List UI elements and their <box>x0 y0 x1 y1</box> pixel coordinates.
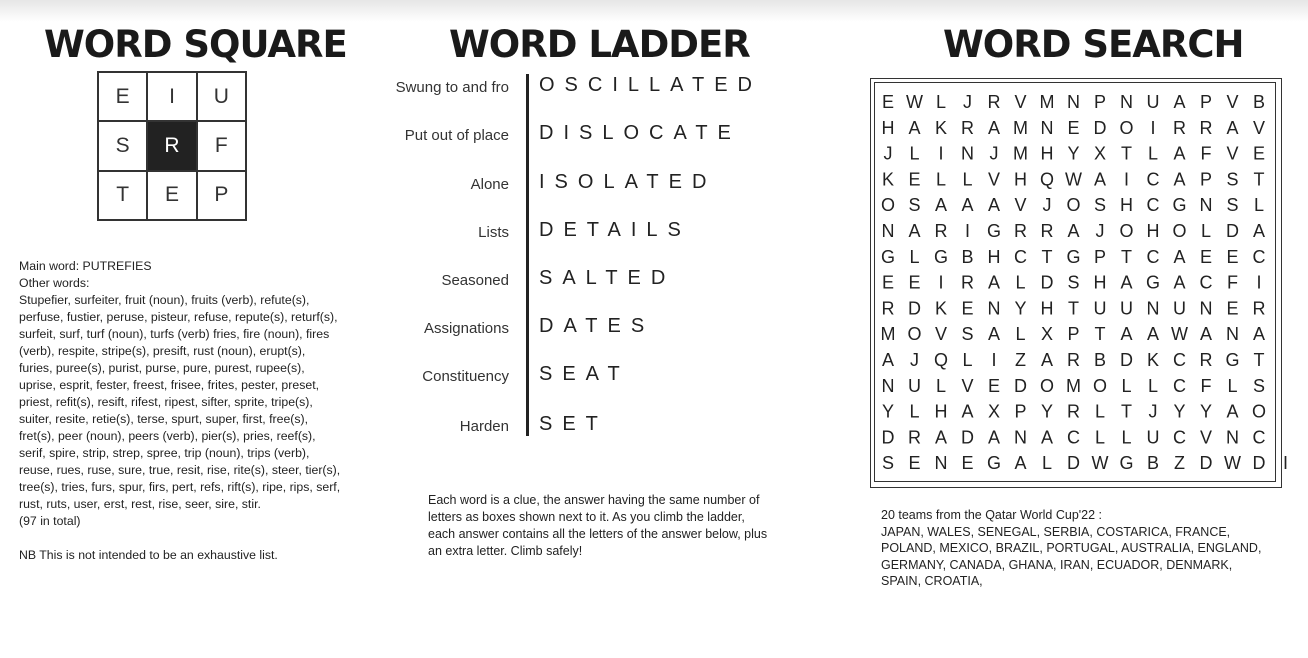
search-letter: P <box>1093 92 1107 112</box>
search-letter: V <box>1014 92 1027 112</box>
search-letter: R <box>961 272 974 293</box>
search-letter: H <box>1014 169 1027 190</box>
search-letter: S <box>1067 272 1080 293</box>
search-letter: J <box>963 92 972 112</box>
search-letter: D <box>1014 375 1027 396</box>
search-letter: D <box>1120 350 1133 370</box>
search-letter: F <box>1200 143 1212 164</box>
search-letter: N <box>1199 195 1213 216</box>
search-letter: L <box>909 143 920 164</box>
search-letter: J <box>1095 221 1105 241</box>
ladder-clue: Alone <box>470 176 509 193</box>
search-letter: N <box>1199 298 1213 319</box>
search-letter: R <box>987 92 1001 112</box>
search-letter: C <box>1146 195 1160 216</box>
search-letter: E <box>1067 117 1080 138</box>
search-letter: C <box>1146 169 1160 190</box>
square-cell: E <box>147 171 196 220</box>
search-letter: B <box>961 246 974 267</box>
search-letter: H <box>1040 298 1054 319</box>
search-letter: L <box>935 92 947 112</box>
ladder-answer: DATES <box>539 315 655 337</box>
search-letter: D <box>961 427 974 448</box>
search-letter: O <box>1251 401 1267 422</box>
search-letter: Y <box>1173 401 1186 422</box>
search-letter: H <box>1093 272 1107 293</box>
search-letter: K <box>934 298 948 319</box>
search-letter: O <box>907 324 922 345</box>
search-letter: R <box>1252 298 1266 319</box>
word-square-note: NB This is not intended to be an exhaustive list. <box>19 548 278 562</box>
other-words-label: Other words: <box>19 276 90 290</box>
search-letter: X <box>1040 324 1054 345</box>
search-letter: L <box>1147 143 1159 164</box>
square-cell: P <box>197 171 246 220</box>
search-letter: A <box>1173 272 1186 293</box>
search-letter: R <box>1014 221 1027 241</box>
search-letter: P <box>1014 401 1027 422</box>
search-letter: C <box>1173 350 1186 370</box>
search-letter: Y <box>1040 401 1054 422</box>
search-letter: L <box>909 401 920 422</box>
search-letter: Q <box>933 350 949 370</box>
search-letter: D <box>1040 272 1054 293</box>
search-letter: C <box>1067 427 1080 448</box>
search-letter: N <box>881 375 895 396</box>
search-letter: G <box>1145 272 1161 293</box>
search-letter: V <box>934 324 948 345</box>
search-letter: E <box>1199 246 1213 267</box>
search-letter: Y <box>881 401 895 422</box>
search-letter: A <box>934 195 948 216</box>
search-letter: A <box>1173 143 1186 164</box>
ladder-clue: Constituency <box>422 368 509 385</box>
ladder-answer: DETAILS <box>539 219 691 241</box>
search-letter: L <box>935 169 947 190</box>
search-letter: F <box>1200 375 1212 396</box>
search-letter: O <box>1119 117 1134 138</box>
search-letter: L <box>1253 195 1265 216</box>
search-letter: G <box>933 246 949 267</box>
search-letter: A <box>1173 169 1186 190</box>
search-letter: C <box>1252 246 1266 267</box>
word-search-letters <box>875 83 1289 483</box>
word-ladder-title: WORD LADDER <box>449 23 750 66</box>
search-letter: V <box>1226 92 1239 112</box>
search-letter: A <box>908 221 921 241</box>
search-letter: R <box>1199 117 1213 138</box>
search-letter: B <box>1252 92 1266 112</box>
ladder-answer: OSCILLATED <box>539 74 762 96</box>
search-letter: I <box>991 350 997 370</box>
search-letter: L <box>935 375 947 396</box>
search-letter: R <box>934 221 948 241</box>
square-cell: I <box>147 72 196 121</box>
search-letter: I <box>1256 272 1262 293</box>
search-letter: A <box>987 117 1001 138</box>
search-letter: K <box>934 117 948 138</box>
search-letter: S <box>908 195 921 216</box>
search-letter: A <box>1120 272 1133 293</box>
search-letter: A <box>1093 169 1107 190</box>
search-letter: D <box>1067 453 1080 474</box>
word-search-frame <box>870 78 1289 488</box>
search-letter: I <box>1150 117 1156 138</box>
word-square-title: WORD SQUARE <box>44 23 347 66</box>
search-letter: S <box>1093 195 1107 216</box>
search-letter: Y <box>1067 143 1080 164</box>
word-square-grid <box>97 71 247 221</box>
word-search-title: WORD SEARCH <box>943 23 1244 66</box>
search-letter: N <box>1067 92 1080 112</box>
search-letter: J <box>1042 195 1052 216</box>
search-letter: G <box>986 221 1002 241</box>
search-letter: R <box>1040 221 1054 241</box>
search-letter: H <box>881 117 895 138</box>
search-letter: Q <box>1039 169 1055 190</box>
search-letter: L <box>1015 272 1026 293</box>
search-letter: L <box>1094 401 1106 422</box>
search-letter: A <box>1252 221 1266 241</box>
search-letter: Y <box>1014 298 1027 319</box>
search-letter: I <box>1123 169 1130 190</box>
search-letter: M <box>1013 143 1028 164</box>
search-letter: T <box>1253 169 1265 190</box>
search-letter: H <box>934 401 948 422</box>
search-letter: P <box>1199 169 1213 190</box>
search-letter: S <box>1226 169 1239 190</box>
search-letter: F <box>1227 272 1238 293</box>
search-letter: A <box>1226 117 1239 138</box>
search-letter: E <box>908 272 921 293</box>
search-letter: O <box>1092 375 1108 396</box>
search-letter: X <box>1093 143 1107 164</box>
search-letter: A <box>1040 350 1054 370</box>
search-letter: S <box>881 453 895 474</box>
search-letter: H <box>1040 143 1054 164</box>
search-letter: B <box>1093 350 1107 370</box>
search-letter: B <box>1146 453 1160 474</box>
search-letter: L <box>1147 375 1159 396</box>
search-letter: L <box>1200 221 1212 241</box>
word-search-caption: 20 teams from the Qatar World Cup'22 : <box>881 508 1103 522</box>
search-letter: N <box>987 298 1001 319</box>
search-letter: T <box>1121 143 1132 164</box>
search-letter: A <box>1067 221 1080 241</box>
search-letter: Z <box>1174 453 1185 474</box>
search-letter: A <box>881 350 895 370</box>
search-letter: H <box>1120 195 1133 216</box>
search-letter: E <box>908 453 921 474</box>
square-cell: U <box>197 72 246 121</box>
square-cell: S <box>98 121 147 170</box>
search-letter: G <box>986 453 1002 474</box>
search-letter: D <box>1252 453 1266 474</box>
search-letter: N <box>1226 427 1239 448</box>
main-word: Main word: PUTREFIES <box>19 259 152 273</box>
search-letter: G <box>1225 350 1240 370</box>
search-letter: I <box>964 221 971 241</box>
search-letter: R <box>908 427 921 448</box>
search-letter: J <box>989 143 999 164</box>
search-letter: D <box>1093 117 1107 138</box>
search-letter: I <box>938 143 944 164</box>
search-letter: A <box>961 195 974 216</box>
search-letter: L <box>1121 375 1132 396</box>
search-letter: W <box>1065 169 1082 190</box>
search-letter: U <box>1173 298 1186 319</box>
search-letter: A <box>1199 324 1213 345</box>
search-letter: A <box>1252 324 1266 345</box>
search-letter: A <box>1173 92 1186 112</box>
search-letter: H <box>1146 221 1160 241</box>
word-square-solution <box>19 258 341 564</box>
square-cell: E <box>98 72 147 121</box>
search-letter: J <box>1148 401 1158 422</box>
search-letter: E <box>908 169 921 190</box>
search-letter: N <box>1146 298 1160 319</box>
search-letter: W <box>1091 453 1109 474</box>
search-letter: N <box>1120 92 1133 112</box>
search-letter: G <box>880 246 896 267</box>
search-letter: L <box>1121 427 1132 448</box>
search-letter: V <box>987 169 1001 190</box>
search-letter: A <box>1226 401 1239 422</box>
search-letter: G <box>1172 195 1187 216</box>
search-letter: R <box>961 117 974 138</box>
search-letter: K <box>1146 350 1160 370</box>
search-letter: E <box>961 298 974 319</box>
search-letter: N <box>1040 117 1054 138</box>
search-letter: C <box>1014 246 1027 267</box>
search-letter: O <box>1039 375 1055 396</box>
word-search-team-list: JAPAN, WALES, SENEGAL, SERBIA, COSTARICA, FRANCE, POLAND, MEXICO, BRAZIL, PORTUGAL, AUSTRALIA, ENGLAND, GERMANY, CANADA, GHANA, IRAN, ECUADOR, DENMARK, SPAIN, CROATIA, <box>881 524 1262 588</box>
ladder-clue: Harden <box>459 418 509 435</box>
search-letter: A <box>1120 324 1133 345</box>
search-letter: E <box>1226 298 1239 319</box>
ladder-instructions: Each word is a clue, the answer having the same number of letters as boxes shown next to it. As you climb the ladder, each answer contains all the letters of the answer below, plus an extra letter. Climb safely! <box>428 493 768 558</box>
search-letter: S <box>1226 195 1239 216</box>
ladder-divider <box>526 74 529 436</box>
search-letter: T <box>1121 246 1132 267</box>
search-letter: P <box>1093 246 1107 267</box>
search-letter: M <box>1066 375 1081 396</box>
search-letter: E <box>987 375 1001 396</box>
search-letter: T <box>1041 246 1053 267</box>
search-letter: A <box>1146 324 1160 345</box>
search-letter: M <box>880 324 896 345</box>
search-letter: N <box>881 221 895 241</box>
search-letter: C <box>1173 375 1186 396</box>
search-letter: M <box>1039 92 1055 112</box>
search-letter: D <box>908 298 921 319</box>
search-letter: U <box>1120 298 1133 319</box>
search-letter: U <box>1146 427 1160 448</box>
search-letter: A <box>1040 427 1054 448</box>
square-cell: F <box>197 121 246 170</box>
search-letter: E <box>881 92 895 112</box>
ladder-clue: Swung to and fro <box>395 79 509 96</box>
other-words-list: Stupefier, surfeiter, fruit (noun), fruits (verb), refute(s), perfuse, fustier, peruse, pisteur, refuse, repute(s), returf(s), surfeit, surf, turf (noun), turfs (verb) fries, fire (noun), fires (verb), respite, stripe(s), presift, rust (noun), erupt(s), furies, puree(s), purist, purse, pure, purest, rupee(s), uprise, esprit, fester, freest, frisee, frites, pester, preset, priest, refit(s), resift, rifest, ripest, sifter, sprite, tripe(s), suiter, resite, retie(s), terse, spurt, super, first, free(s), fret(s), peer (noun), peers (verb), pier(s), pries, reef(s), serif, spire, strip, strep, spree, trip (noun), trips (verb), reuse, rues, ruse, sure, true, resit, rise, rite(s), steer, tier(s), tree(s), tries, furs, spur, firs, pert, refs, rift(s), ripe, rips, serf, rust, ruts, user, erst, rest, rise, seer, sire, stir. <box>19 293 341 511</box>
search-letter: N <box>961 143 974 164</box>
search-letter: N <box>1014 427 1027 448</box>
ladder-answer: ISOLATED <box>539 171 717 193</box>
search-letter: O <box>1119 221 1134 241</box>
search-letter: R <box>881 298 895 319</box>
word-search-grid <box>874 82 1289 482</box>
search-letter: A <box>908 117 921 138</box>
search-letter: V <box>961 375 974 396</box>
search-letter: A <box>987 427 1001 448</box>
search-letter: V <box>1014 195 1027 216</box>
search-letter: L <box>1227 375 1238 396</box>
search-letter: G <box>1066 246 1081 267</box>
search-letter: O <box>1066 195 1081 216</box>
search-letter: L <box>962 169 973 190</box>
search-letter: K <box>881 169 895 190</box>
search-letter: A <box>987 324 1001 345</box>
top-shadow-bar <box>0 0 1308 22</box>
search-letter: U <box>1146 92 1160 112</box>
search-letter: A <box>1173 246 1186 267</box>
search-letter: T <box>1121 401 1132 422</box>
search-letter: Y <box>1199 401 1213 422</box>
ladder-answer: SALTED <box>539 267 676 289</box>
search-letter: D <box>881 427 895 448</box>
search-letter: E <box>961 453 974 474</box>
search-letter: V <box>1226 143 1239 164</box>
search-letter: H <box>987 246 1001 267</box>
search-letter: A <box>987 272 1001 293</box>
search-letter: A <box>934 427 948 448</box>
search-letter: A <box>1014 453 1027 474</box>
search-letter: V <box>1252 117 1266 138</box>
search-letter: J <box>883 143 893 164</box>
search-letter: C <box>1146 246 1160 267</box>
search-letter: L <box>909 246 920 267</box>
search-letter: T <box>1253 350 1265 370</box>
search-letter: L <box>962 350 973 370</box>
search-letter: A <box>961 401 974 422</box>
search-letter: R <box>1199 350 1213 370</box>
search-letter: E <box>1252 143 1266 164</box>
search-letter: X <box>987 401 1001 422</box>
search-letter: N <box>934 453 948 474</box>
search-letter: C <box>1173 427 1186 448</box>
search-letter: E <box>1226 246 1239 267</box>
search-letter: R <box>1067 401 1080 422</box>
search-letter: R <box>1173 117 1186 138</box>
search-letter: T <box>1094 324 1106 345</box>
ladder-answer: DISLOCATE <box>539 122 741 144</box>
search-letter: O <box>1172 221 1187 241</box>
search-letter: L <box>1015 324 1026 345</box>
search-letter: M <box>1013 117 1028 138</box>
search-letter: N <box>1226 324 1239 345</box>
search-letter: Z <box>1015 350 1026 370</box>
square-center-cell: R <box>147 121 196 170</box>
search-letter: V <box>1199 427 1213 448</box>
search-letter: L <box>1094 427 1106 448</box>
ladder-clue: Put out of place <box>404 127 509 144</box>
search-letter: S <box>1252 375 1266 396</box>
search-letter: G <box>1119 453 1134 474</box>
search-letter: P <box>1199 92 1213 112</box>
search-letter: U <box>1093 298 1107 319</box>
ladder-answer: SET <box>539 413 608 435</box>
search-letter: D <box>1226 221 1239 241</box>
search-letter: O <box>880 195 896 216</box>
ladder-clue: Assignations <box>423 320 509 337</box>
ladder-clue: Seasoned <box>441 272 509 289</box>
ladder-clue: Lists <box>478 224 509 241</box>
search-letter: J <box>910 350 919 370</box>
search-letter: S <box>961 324 974 345</box>
square-cell: T <box>98 171 147 220</box>
word-search-clues <box>881 507 1271 590</box>
search-letter: T <box>1068 298 1079 319</box>
search-letter: A <box>987 195 1001 216</box>
search-letter: I <box>1282 453 1289 474</box>
search-letter: R <box>1067 350 1080 370</box>
word-total: (97 in total) <box>19 514 81 528</box>
search-letter: U <box>908 375 921 396</box>
search-letter: C <box>1252 427 1266 448</box>
search-letter: W <box>1224 453 1241 474</box>
search-letter: C <box>1199 272 1213 293</box>
search-letter: W <box>906 92 923 112</box>
search-letter: L <box>1041 453 1053 474</box>
search-letter: I <box>938 272 944 293</box>
search-letter: W <box>1171 324 1188 345</box>
search-letter: E <box>881 272 895 293</box>
search-letter: P <box>1067 324 1080 345</box>
search-letter: D <box>1199 453 1213 474</box>
ladder-answer: SEAT <box>539 363 630 385</box>
